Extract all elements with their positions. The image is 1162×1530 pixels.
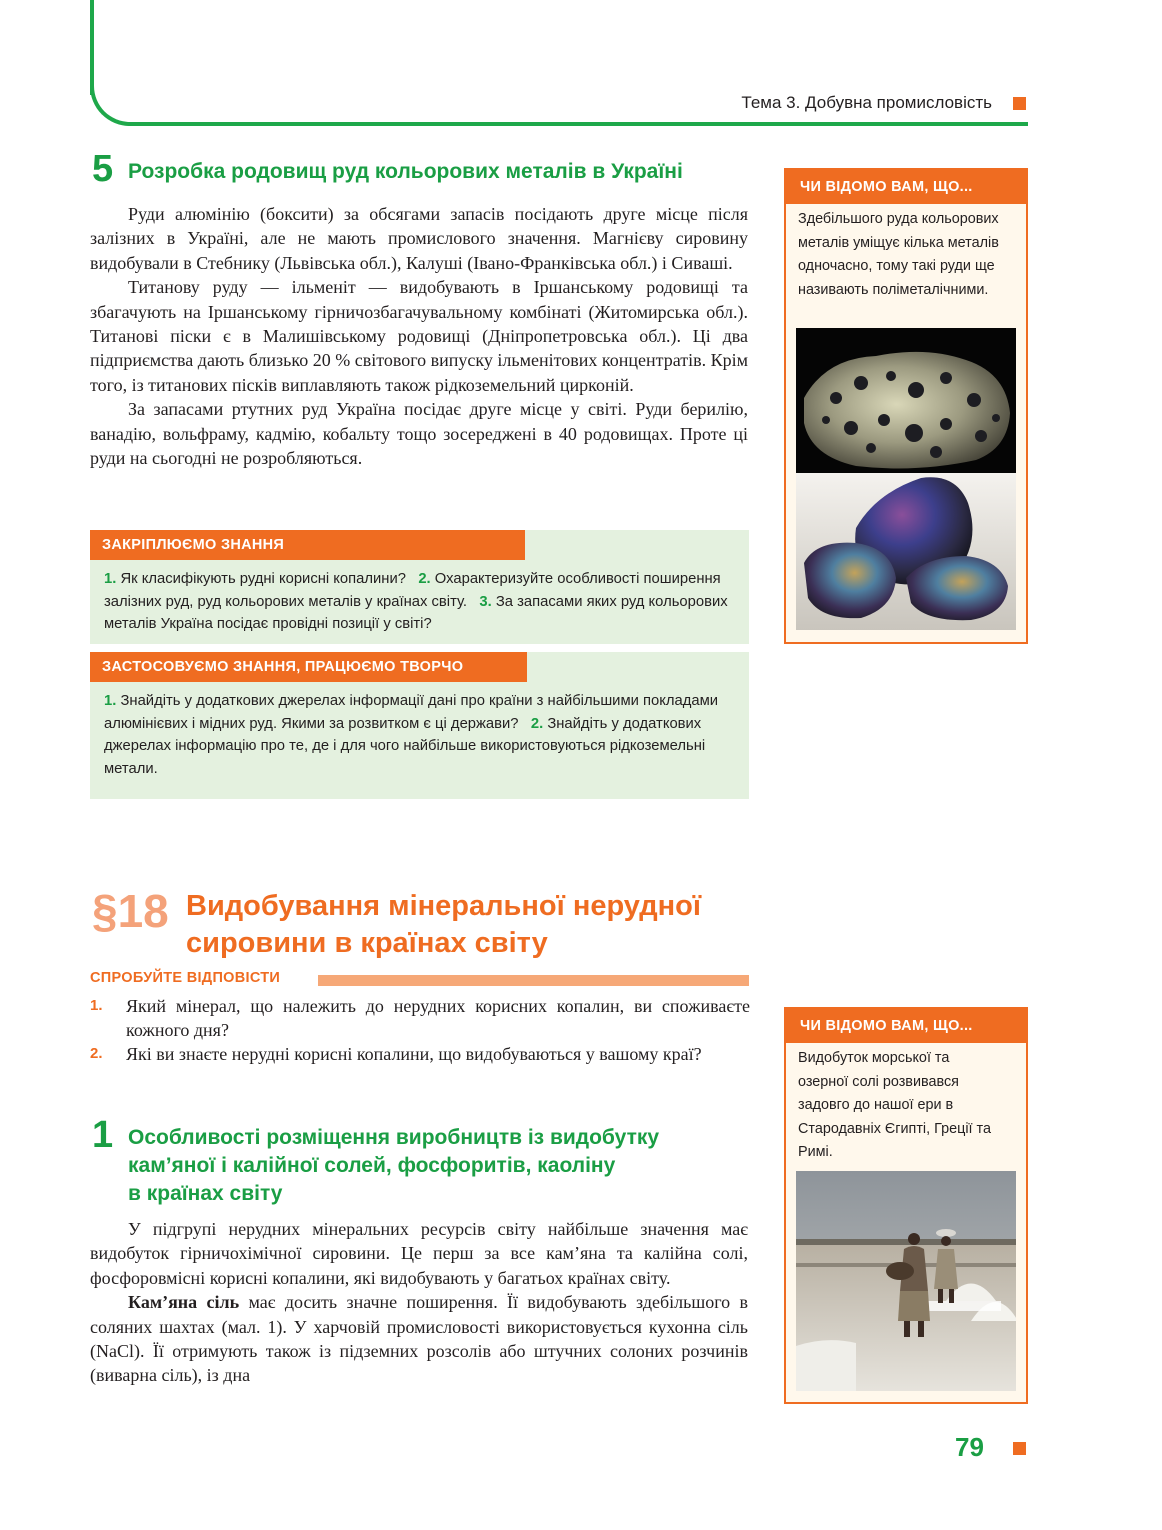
header-frame-corner [90, 70, 150, 126]
warmup-question-text: Який мінерал, що належить до нерудних корисних копалин, ви споживаєте кожного дня? [126, 996, 750, 1041]
warmup-question-text: Які ви знаєте нерудні корисні копалини, що видобуваються у вашому краї? [126, 1044, 702, 1064]
apply-box-text [104, 690, 736, 780]
page-number: 79 [955, 1432, 984, 1462]
warmup-question [90, 1042, 750, 1066]
task-text: Знайдіть у додаткових джерелах інформації дані про країни з найбільшими покладами алюмінієвих і мідних руд. Якими за розвитком є ці держави? [104, 693, 719, 732]
sidebar-title: ЧИ ВІДОМО ВАМ, ЩО... [786, 170, 1026, 204]
section1-body [90, 1217, 748, 1388]
term-rock-salt: Кам’яна сіль [128, 1292, 240, 1313]
warmup-question-number: 1. [90, 997, 103, 1014]
consolidate-knowledge-box [90, 530, 749, 644]
task-text: Знайдіть у додаткових джерелах інформацію про те, де і для чого найбільше використовуються рідкоземельні метали. [104, 715, 706, 777]
section-title-line: кам’яної і калійної солей, фосфоритів, каоліну [128, 1154, 616, 1177]
sidebar-text: Видобуток морської та озерної солі розвивався задовго до нашої ери в Стародавніх Єгипті, Греції та Римі. [798, 1050, 991, 1160]
section-title-line: в країнах світу [128, 1182, 283, 1205]
question-number: 1. [104, 571, 117, 587]
paragraph-continuation: має досить значне поширення. Її видобувають здебільшого в соляних шахтах (мал. 1). У харчовій промисловості використовується кухонна сіль (NaCl). Її отримують також із підземних розсолів або штучних солоних розчинів (виварна сіль), із дна [90, 1292, 748, 1386]
apply-knowledge-box [90, 652, 749, 799]
question-number: 2. [418, 571, 431, 587]
try-answer-bar [318, 975, 749, 986]
paragraph: Титанову руду — ільменіт — видобувають в Іршанському родовищі та збагачують на Іршанському гірничозбагачувальному комбінаті (Житомирська обл.). Титанові піски є в Малишівському родовищі (Дніпропетровська обл.). Ці два підприємства дають близько 20 % світового випуску ільменітових концентратів. Крім того, із титанових пісків виплавляють також рідкоземельний цирконій. [90, 277, 748, 395]
try-answer-heading: СПРОБУЙТЕ ВІДПОВІСТИ [90, 970, 281, 986]
paragraph-title-line: Видобування мінеральної нерудної [186, 890, 702, 922]
consolidate-box-text [104, 568, 736, 636]
section-title: Розробка родовищ руд кольорових металів в Україні [128, 160, 683, 183]
section5-body [90, 202, 748, 470]
did-you-know-sidebar [784, 168, 1028, 644]
paragraph-title-line: сировини в країнах світу [186, 927, 548, 959]
section-number: 1 [92, 1114, 114, 1156]
footer-marker-square [1013, 1442, 1026, 1455]
polymetallic-ore-photo [796, 328, 1016, 630]
question-text: За запасами яких руд кольорових металів Україна посідає провідні позиції у світі? [104, 593, 728, 632]
paragraph-number: §18 [92, 885, 169, 937]
did-you-know-sidebar [784, 1007, 1028, 1404]
warmup-question [90, 994, 750, 1043]
sidebar-text: Здебільшого руда кольорових металів уміщує кілька металів одночасно, тому такі руди ще називають поліметалічними. [798, 211, 999, 298]
question-text: Як класифікують рудні корисні копалини? [120, 571, 406, 587]
paragraph [90, 1290, 748, 1388]
paragraph: У підгрупі нерудних мінеральних ресурсів світу найбільше значення має видобуток гірничохімічної сировини. Це перш за все кам’яна та калійна солі, фосфоровмісні корисні копалини, які видобувають у багатьох країнах світу. [90, 1219, 748, 1288]
paragraph: Руди алюмінію (боксити) за обсягами запасів посідають друге місце після залізних в Україні, але не мають промислового значення. Магнієву сировину видобували в Стебнику (Львівська обл.), Калуші (Івано-Франківська обл.) і Сиваші. [90, 204, 748, 273]
section-title [128, 1124, 768, 1208]
salt-harvest-photo [796, 1171, 1016, 1391]
warmup-question-number: 2. [90, 1045, 103, 1062]
paragraph-title [186, 888, 701, 962]
consolidate-box-title: ЗАКРІПЛЮЄМО ЗНАННЯ [90, 530, 525, 560]
task-number: 1. [104, 693, 117, 709]
question-number: 3. [479, 593, 492, 610]
header-rule [148, 122, 1028, 126]
paragraph: За запасами ртутних руд Україна посідає друге місце у світі. Руди берилію, ванадію, вольфраму, кадмію, кобальту тощо зосереджені в 40 родовищах. Проте ці руди на сьогодні не розробляються. [90, 399, 748, 469]
header-marker-square [1013, 97, 1026, 110]
task-number: 2. [530, 715, 544, 732]
running-head: Тема 3. Добувна промисловість [741, 93, 992, 112]
section-number: 5 [92, 148, 114, 190]
section-title-line: Особливості розміщення виробництв із видобутку [128, 1126, 660, 1149]
question-text: Охарактеризуйте особливості поширення залізних руд, руд кольорових металів у країнах світу. [104, 571, 721, 610]
apply-box-title: ЗАСТОСОВУЄМО ЗНАННЯ, ПРАЦЮЄМО ТВОРЧО [90, 652, 527, 682]
sidebar-title: ЧИ ВІДОМО ВАМ, ЩО... [786, 1009, 1026, 1043]
